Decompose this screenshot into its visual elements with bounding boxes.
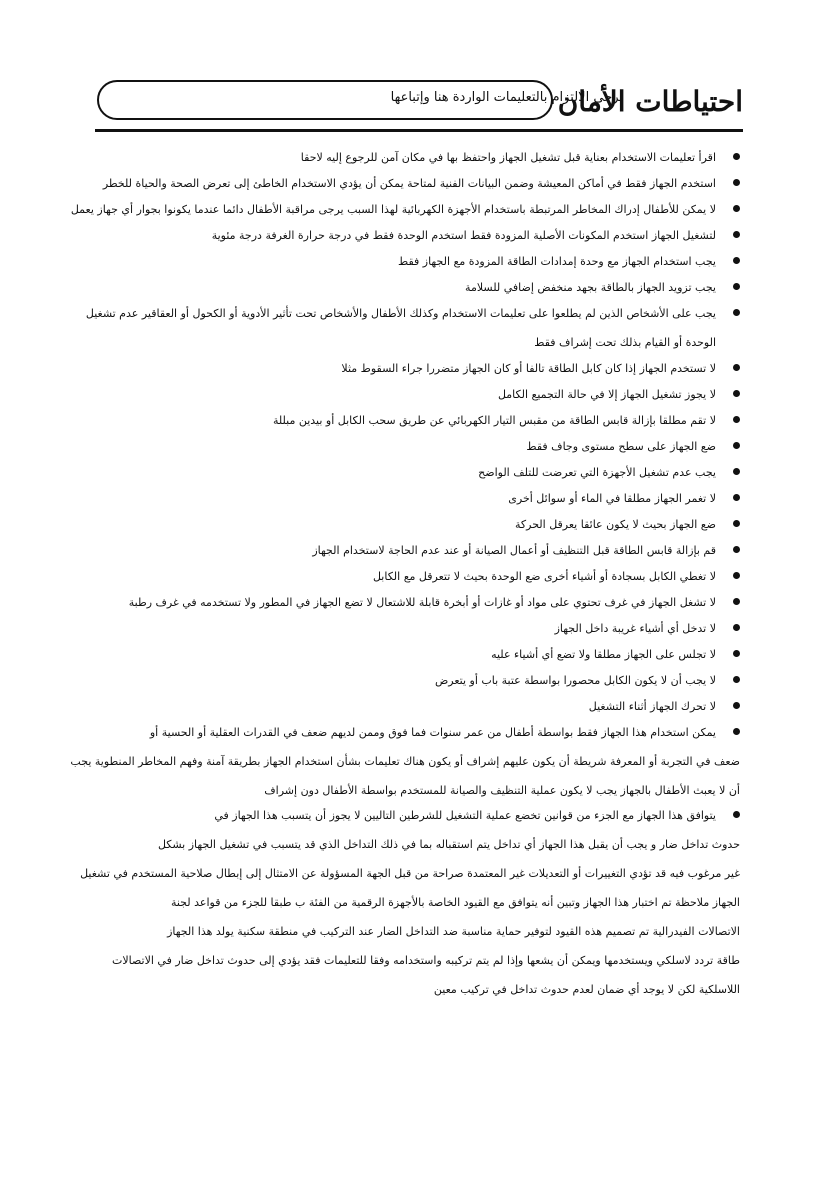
list-item: ضع الجهاز بحيث لا يكون عائقا يعرقل الحركة: [70, 517, 740, 532]
bullet-icon: [733, 231, 740, 238]
bullet-icon: [733, 598, 740, 605]
bullet-icon: [733, 728, 740, 735]
bullet-icon: [733, 811, 740, 818]
list-item: لا يجب أن لا يكون الكابل محصورا بواسطة عتبة باب أو يتعرض: [70, 673, 740, 688]
list-item: لا تشغل الجهاز في غرف تحتوي على مواد أو غازات أو أبخرة قابلة للاشتعال لا تضع الجهاز في المطور ولا تستخدمه في غرف رطبة: [70, 595, 740, 610]
paragraph-line: طاقة تردد لاسلكي ويستخدمها ويمكن أن يشعها وإذا لم يتم تركيبه واستخدامه وفقا للتعليمات فقد يؤدي إلى حدوث تداخل ضار في الاتصالات: [112, 954, 740, 967]
paragraph-line: غير مرغوب فيه قد تؤدي التغييرات أو التعديلات غير المعتمدة صراحة من قبل الجهة المسؤولة عن الامتثال إلى إبطال صلاحية المستخدم في تشغيل: [80, 867, 740, 880]
list-item-continuation: الوحدة أو القيام بذلك تحت إشراف فقط: [534, 336, 716, 349]
bullet-icon: [733, 153, 740, 160]
bullet-icon: [733, 257, 740, 264]
list-item: قم بإزالة قابس الطاقة قبل التنظيف أو أعمال الصيانة أو عند عدم الحاجة لاستخدام الجهاز: [70, 543, 740, 558]
paragraph-line: حدوث تداخل ضار و يجب أن يقبل هذا الجهاز أي تداخل يتم استقباله بما في ذلك التداخل الذي قد يتسبب في تشغيل الجهاز بشكل: [157, 838, 740, 851]
list-item: يجب استخدام الجهاز مع وحدة إمدادات الطاقة المزودة مع الجهاز فقط: [70, 254, 740, 269]
safety-list: [70, 150, 740, 997]
paragraph-line: الجهاز ملاحظة تم اختبار هذا الجهاز وتبين أنه يتوافق مع القيود الخاصة بالأجهزة الرقمية من الفئة ب طبقا للجزء من قواعد لجنة: [170, 896, 740, 909]
bullet-icon: [733, 468, 740, 475]
header-rule: [95, 129, 743, 132]
page-subtitle: يرجى الالتزام بالتعليمات الواردة هنا وإتباعها: [390, 90, 623, 105]
list-item: لا تستخدم الجهاز إذا كان كابل الطاقة تالفا أو كان الجهاز متضررا جراء السقوط مثلا: [70, 361, 740, 376]
list-item: لا تغمر الجهاز مطلقا في الماء أو سوائل أخرى: [70, 491, 740, 506]
bullet-icon: [733, 520, 740, 527]
bullet-icon: [733, 676, 740, 683]
bullet-icon: [733, 283, 740, 290]
bullet-icon: [733, 390, 740, 397]
paragraph-line: الاتصالات الفيدرالية تم تصميم هذه القيود لتوفير حماية مناسبة ضد التداخل الضار عند التركيب في منطقة سكنية يولد هذا الجهاز: [167, 925, 740, 938]
list-item: يجب تزويد الجهاز بالطاقة بجهد منخفض إضافي للسلامة: [70, 280, 740, 295]
paragraph-line: ضعف في التجربة أو المعرفة شريطة أن يكون عليهم إشراف أو يكون هناك تعليمات بشأن استخدام الجهاز بطريقة آمنة وفهم المخاطر المنطوية يجب: [70, 755, 740, 768]
list-item: لا تحرك الجهاز أثناء التشغيل: [70, 699, 740, 714]
bullet-icon: [733, 309, 740, 316]
bullet-icon: [733, 572, 740, 579]
list-item: لا يجوز تشغيل الجهاز إلا في حالة التجميع الكامل: [70, 387, 740, 402]
list-item: يجب على الأشخاص الذين لم يطلعوا على تعليمات الاستخدام وكذلك الأطفال والأشخاص تحت تأثير الأدوية أو الكحول أو العقاقير عدم تشغيل الوحدة أو القيام بذلك تحت إشراف فقط: [70, 306, 740, 350]
bullet-icon: [733, 179, 740, 186]
bullet-icon: [733, 416, 740, 423]
bullet-icon: [733, 494, 740, 501]
list-item: لا تجلس على الجهاز مطلقا ولا تضع أي أشياء عليه: [70, 647, 740, 662]
bullet-icon: [733, 364, 740, 371]
bullet-icon: [733, 546, 740, 553]
bullet-icon: [733, 650, 740, 657]
paragraph-line: أن لا يعبث الأطفال بالجهاز يجب لا يكون عملية التنظيف والصيانة للمستخدم بواسطة الأطفال دون إشراف: [264, 784, 740, 797]
list-item: يتوافق هذا الجهاز مع الجزء من قوانين تخضع عملية التشغيل للشرطين التاليين لا يجوز أن يتسبب هذا الجهاز في: [70, 808, 740, 823]
bullet-icon: [733, 624, 740, 631]
bullet-icon: [733, 702, 740, 709]
bullet-icon: [733, 205, 740, 212]
list-item: لا تدخل أي أشياء غريبة داخل الجهاز: [70, 621, 740, 636]
list-item: لتشغيل الجهاز استخدم المكونات الأصلية المزودة فقط استخدم الوحدة فقط في درجة حرارة الغرفة درجة مئوية: [70, 228, 740, 243]
page-title: احتياطات الأمان: [557, 85, 743, 118]
list-item: لا تقم مطلقا بإزالة قابس الطاقة من مقبس التيار الكهربائي عن طريق سحب الكابل أو بيدين مبللة: [70, 413, 740, 428]
list-item: يجب عدم تشغيل الأجهزة التي تعرضت للتلف الواضح: [70, 465, 740, 480]
list-item: ضع الجهاز على سطح مستوى وجاف فقط: [70, 439, 740, 454]
list-item: اقرأ تعليمات الاستخدام بعناية قبل تشغيل الجهاز واحتفظ بها في مكان آمن للرجوع إليه لاحقا: [70, 150, 740, 165]
page-header: [95, 80, 743, 132]
list-item: لا تغطي الكابل بسجادة أو أشياء أخرى ضع الوحدة بحيث لا تتعرقل مع الكابل: [70, 569, 740, 584]
paragraph-line: اللاسلكية لكن لا يوجد أي ضمان لعدم حدوث تداخل في تركيب معين: [433, 983, 740, 996]
list-item: يمكن استخدام هذا الجهاز فقط بواسطة أطفال من عمر سنوات فما فوق وممن لديهم ضعف في القدرات العقلية أو الحسية أو: [70, 725, 740, 740]
bullet-icon: [733, 442, 740, 449]
list-item: استخدم الجهاز فقط في أماكن المعيشة وضمن البيانات الفنية لمتاحة يمكن أن يؤدي الاستخدام الخاطئ إلى تعرض الصحة والحياة للخطر: [70, 176, 740, 191]
list-item: لا يمكن للأطفال إدراك المخاطر المرتبطة باستخدام الأجهزة الكهربائية لهذا السبب يرجى مراقبة الأطفال دائما عندما يكونوا بجوار أي جهاز يعمل: [70, 202, 740, 217]
